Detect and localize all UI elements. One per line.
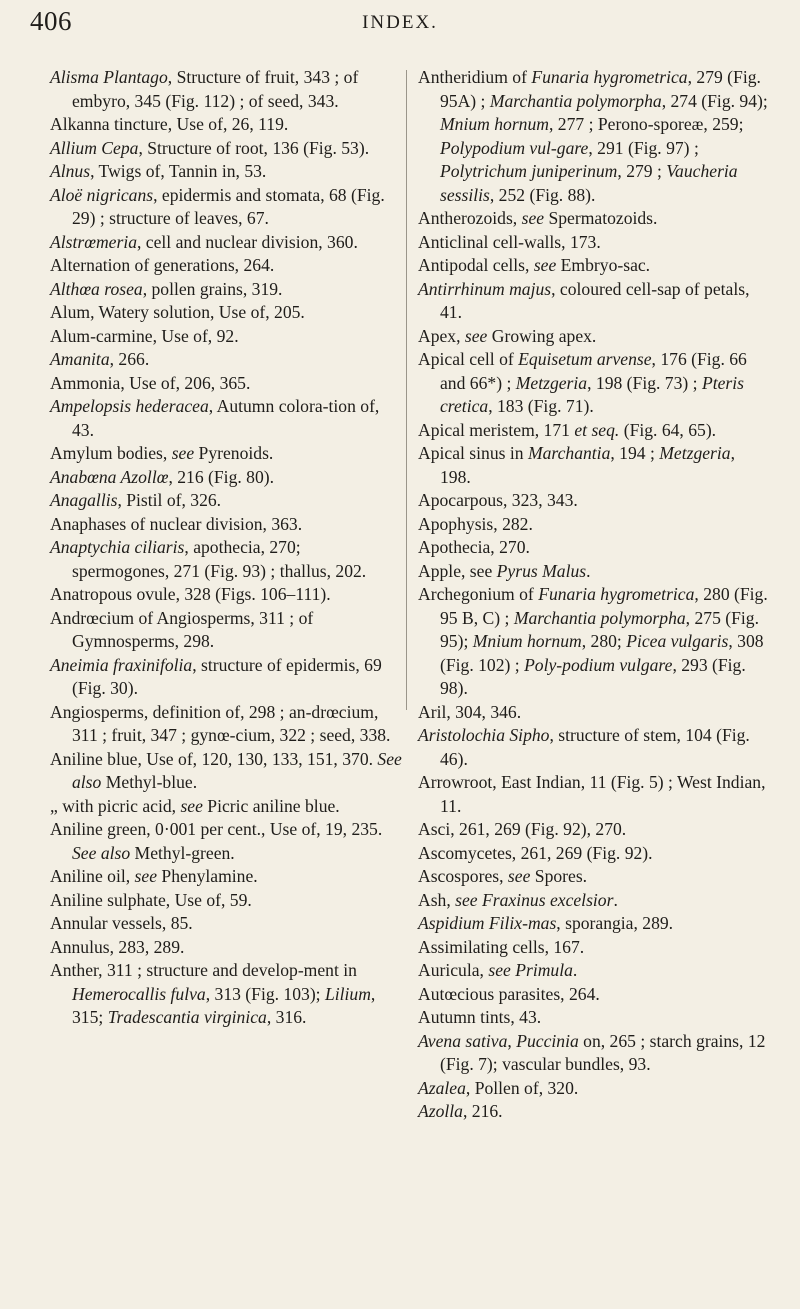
index-entry: Annulus, 283, 289. <box>50 936 185 957</box>
index-entry: Asci, 261, 269 (Fig. 92), 270. <box>418 819 627 839</box>
index-entry: Andrœcium of Angiosperms, 311 ; of Gymnosperms, 298. <box>50 607 314 651</box>
index-entry: Apophysis, 282. <box>418 513 533 534</box>
index-entry: Ascomycetes, 261, 269 (Fig. 92). <box>418 842 653 863</box>
index-entry: Assimilating cells, 167. <box>418 936 585 957</box>
index-entry: Alkanna tincture, Use of, 26, 119. <box>50 114 289 134</box>
index-entry: Anther, 311 ; structure and develop-ment in Hemerocallis fulva, 313 (Fig. 103); Lilium, 315; Tradescantia virginica, 316. <box>50 960 376 1027</box>
index-entry: Aniline green, 0·001 per cent., Use of, 19, 235. See also Methyl-green. <box>50 819 383 863</box>
index-entry: Ampelopsis hederacea, Autumn colora-tion of, 43. <box>50 396 380 440</box>
index-entry: Althœa rosea, pollen grains, 319. <box>50 278 283 299</box>
index-entry: Apothecia, 270. <box>418 537 530 557</box>
index-entry: Auricula, see Primula. <box>418 960 578 980</box>
column-divider <box>406 70 407 710</box>
index-entry: Archegonium of Funaria hygrometrica, 280 (Fig. 95 B, C) ; Marchantia polymorpha, 275 (Fig. 95); Mnium hornum, 280; Picea vulgaris, 308 (Fig. 102) ; Poly-podium vulgare, 293 (Fig. 98). <box>418 584 768 698</box>
index-entry: Autumn tints, 43. <box>418 1007 542 1027</box>
running-title: INDEX. <box>362 12 438 33</box>
index-entry: Alisma Plantago, Structure of fruit, 343 ; of embyro, 345 (Fig. 112) ; of seed, 343. <box>50 67 359 111</box>
index-entry: Alternation of generations, 264. <box>50 255 275 275</box>
index-entry: Anabœna Azollœ, 216 (Fig. 80). <box>50 466 275 487</box>
index-entry: Ash, see Fraxinus excelsior. <box>418 889 618 910</box>
index-entry: Alum, Watery solution, Use of, 205. <box>50 302 305 322</box>
index-entry: Amanita, 266. <box>50 349 150 369</box>
index-entry: Aniline oil, see Phenylamine. <box>50 866 258 886</box>
index-entry: Apple, see Pyrus Malus. <box>418 560 591 581</box>
index-entry: „ with picric acid, see Picric aniline blue. <box>50 795 340 816</box>
index-entry: Anticlinal cell-walls, 173. <box>418 231 601 252</box>
index-entry: Antirrhinum majus, coloured cell-sap of petals, 41. <box>418 278 750 322</box>
index-entry: Antherozoids, see Spermatozoids. <box>418 208 658 228</box>
index-entry: Aniline blue, Use of, 120, 130, 133, 151, 370. See also Methyl-blue. <box>50 748 402 792</box>
index-entry: Apical meristem, 171 et seq. (Fig. 64, 65). <box>418 419 717 440</box>
index-entry: Apocarpous, 323, 343. <box>418 490 578 510</box>
index-entry: Angiosperms, definition of, 298 ; an-drœcium, 311 ; fruit, 347 ; gynœ-cium, 322 ; seed, 338. <box>50 701 391 745</box>
index-entry: Apical cell of Equisetum arvense, 176 (Fig. 66 and 66*) ; Metzgeria, 198 (Fig. 73) ; Pteris cretica, 183 (Fig. 71). <box>418 349 747 416</box>
index-entry: Aristolochia Sipho, structure of stem, 104 (Fig. 46). <box>418 725 750 769</box>
index-entry: Arrowroot, East Indian, 11 (Fig. 5) ; West Indian, 11. <box>418 772 766 816</box>
index-entry: Ammonia, Use of, 206, 365. <box>50 372 251 393</box>
index-entry: Alnus, Twigs of, Tannin in, 53. <box>50 161 267 181</box>
index-entry: Annular vessels, 85. <box>50 913 193 933</box>
index-column-right <box>418 66 770 1124</box>
index-entry: Aril, 304, 346. <box>418 701 522 722</box>
index-entry: Allium Cepa, Structure of root, 136 (Fig. 53). <box>50 137 370 158</box>
index-entry: Autœcious parasites, 264. <box>418 983 600 1004</box>
index-entry: Alum-carmine, Use of, 92. <box>50 325 239 346</box>
index-entry: Antipodal cells, see Embryo-sac. <box>418 255 651 275</box>
index-entry: Azalea, Pollen of, 320. <box>418 1077 579 1098</box>
index-entry: Aneimia fraxinifolia, structure of epidermis, 69 (Fig. 30). <box>50 654 382 698</box>
index-column-left <box>50 66 402 1030</box>
index-entry: Aspidium Filix-mas, sporangia, 289. <box>418 913 674 933</box>
index-entry: Amylum bodies, see Pyrenoids. <box>50 443 274 463</box>
index-entry: Avena sativa, Puccinia on, 265 ; starch grains, 12 (Fig. 7); vascular bundles, 93. <box>418 1030 766 1074</box>
index-entry: Anagallis, Pistil of, 326. <box>50 490 222 510</box>
index-entry: Anatropous ovule, 328 (Figs. 106–111). <box>50 584 331 604</box>
index-entry: Azolla, 216. <box>418 1101 503 1121</box>
index-entry: Aniline sulphate, Use of, 59. <box>50 889 252 910</box>
index-entry: Apical sinus in Marchantia, 194 ; Metzgeria, 198. <box>418 443 735 487</box>
index-entry: Alstrœmeria, cell and nuclear division, 360. <box>50 231 358 252</box>
index-entry: Anaphases of nuclear division, 363. <box>50 513 303 534</box>
index-entry: Apex, see Growing apex. <box>418 325 597 346</box>
index-entry: Antheridium of Funaria hygrometrica, 279 (Fig. 95A) ; Marchantia polymorpha, 274 (Fig. 94); Mnium hornum, 277 ; Perono-sporeæ, 259; Polypodium vul-gare, 291 (Fig. 97) ; Polytrichum juniperinum, 279 ; Vaucheria sessilis, 252 (Fig. 88). <box>418 67 768 205</box>
index-entry: Ascospores, see Spores. <box>418 866 588 886</box>
index-entry: Anaptychia ciliaris, apothecia, 270; spermogones, 271 (Fig. 93) ; thallus, 202. <box>50 537 367 581</box>
page-number: 406 <box>30 6 72 36</box>
index-entry: Aloë nigricans, epidermis and stomata, 68 (Fig. 29) ; structure of leaves, 67. <box>50 184 385 228</box>
